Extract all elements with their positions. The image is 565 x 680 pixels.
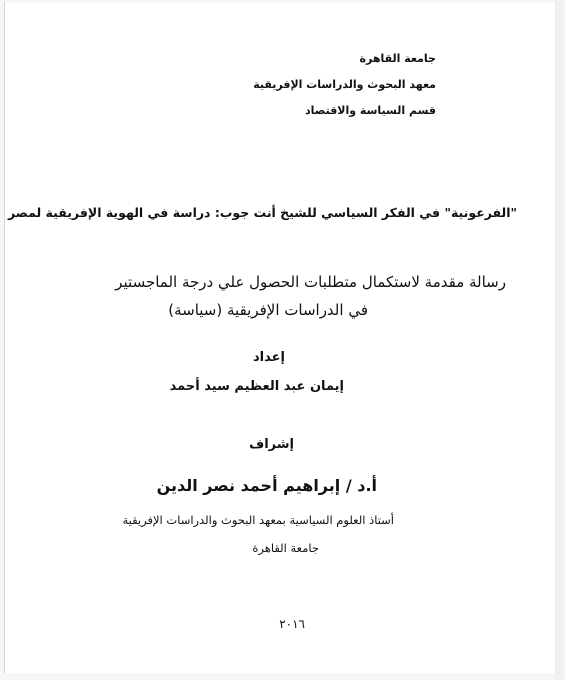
university-name: جامعة القاهرة — [359, 52, 436, 65]
prepared-by-label: إعداد — [253, 350, 285, 365]
thesis-purpose-line-2: في الدراسات الإفريقية (سياسة) — [168, 301, 368, 319]
thesis-title: "الفرعونية" في الفكر السياسي للشيخ أنت جوب: دراسة في الهوية الإفريقية لمصر — [8, 205, 517, 220]
supervisor-university: جامعة القاهرة — [252, 541, 319, 555]
author-name: إيمان عبد العظيم سيد أحمد — [169, 379, 344, 394]
year: ٢٠١٦ — [279, 617, 305, 631]
page-edge — [555, 0, 565, 680]
supervisor-position: أستاذ العلوم السياسية بمعهد البحوث والدراسات الإفريقية — [122, 513, 394, 527]
document-page — [4, 2, 556, 674]
supervisor-name: أ.د / إبراهيم أحمد نصر الدين — [156, 476, 377, 495]
thesis-purpose-line-1: رسالة مقدمة لاستكمال متطلبات الحصول علي درجة الماجستير — [115, 273, 506, 291]
supervision-label: إشراف — [249, 437, 294, 452]
institute-name: معهد البحوث والدراسات الإفريقية — [253, 78, 436, 91]
department-name: قسم السياسة والاقتصاد — [305, 104, 436, 117]
